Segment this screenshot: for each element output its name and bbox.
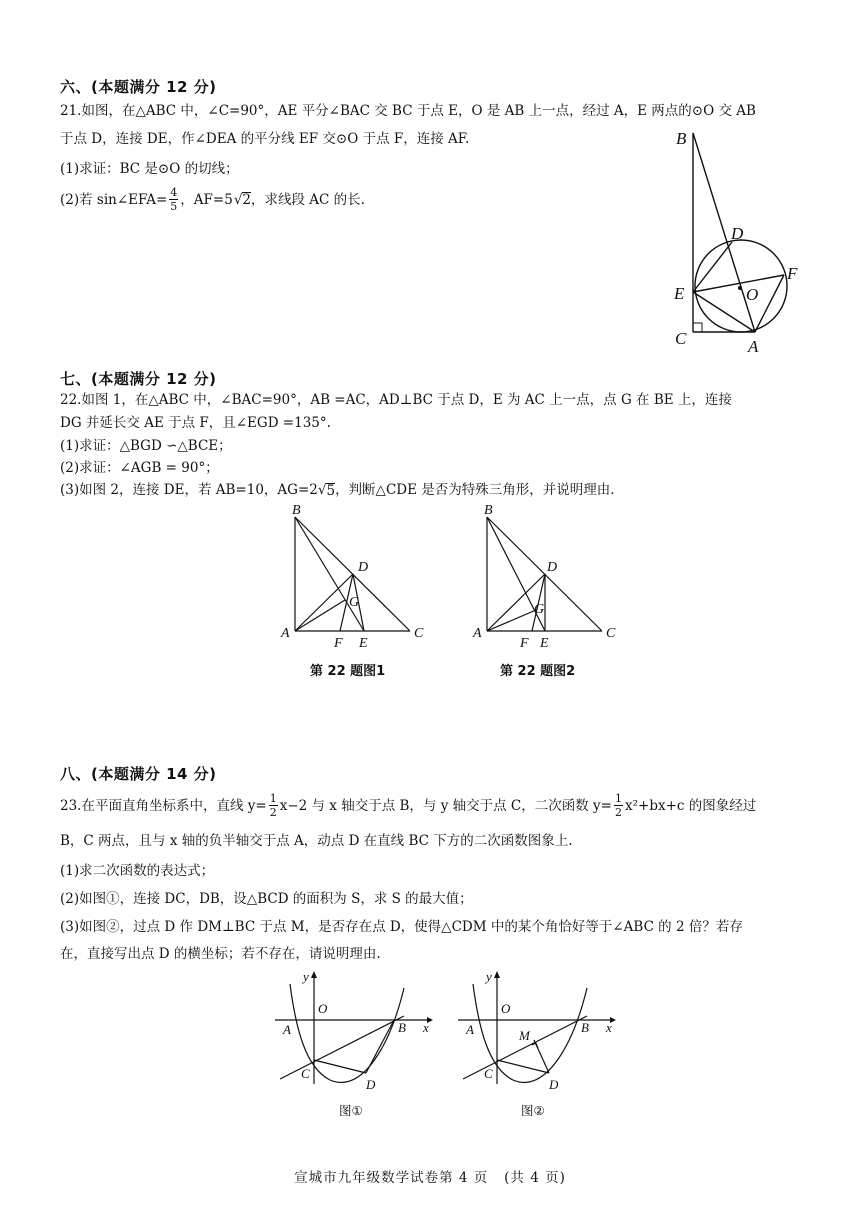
line-BC (463, 1016, 587, 1079)
q22-text-line2: DG 并延长交 AE 于点 F，且∠EGD =135°. (60, 415, 331, 431)
q22-figure-2-caption: 第 22 题图2 (500, 664, 576, 679)
segment-CD (314, 1060, 366, 1073)
label-y: y (486, 969, 492, 984)
label-D: D (549, 1077, 559, 1092)
label-C: C (484, 1066, 493, 1081)
fraction-numerator: 4 (170, 186, 178, 199)
label-C: C (606, 626, 616, 641)
q23-text-c: x²+bx+c 的图象经过 (624, 797, 757, 814)
label-D: D (547, 560, 558, 575)
fraction-numerator: 1 (269, 792, 277, 805)
q23-figure-2 (455, 968, 625, 1096)
fraction-numerator: 1 (614, 792, 622, 805)
q23-figure-2-caption: 图② (521, 1103, 545, 1118)
label-B: B (676, 129, 687, 148)
q22-part1: (1)求证：△BGD ∽△BCE； (60, 438, 232, 454)
q22-text-line1: 22.如图 1，在△ABC 中，∠BAC=90°，AB =AC，AD⊥BC 于点 D，E 为 AC 上一点，点 G 在 BE 上，连接 (60, 392, 732, 408)
q21-part2-post: ，求线段 AC 的长. (251, 191, 365, 208)
label-x: x (423, 1020, 429, 1035)
fraction-1-2 (269, 792, 278, 819)
label-B: B (398, 1020, 406, 1035)
label-x: x (606, 1020, 612, 1035)
section-6-header: 六、(本题满分 12 分) (60, 78, 217, 96)
label-E: E (674, 284, 685, 303)
label-F: F (520, 636, 529, 650)
q23-part2: (2)如图①，连接 DC，DB，设△BCD 的面积为 S，求 S 的最大值； (60, 891, 473, 907)
label-D: D (366, 1077, 376, 1092)
label-y: y (303, 969, 309, 984)
section-7-header: 七、(本题满分 12 分) (60, 370, 217, 388)
segment-BE (295, 517, 364, 631)
sqrt-radicand: 2 (242, 192, 252, 208)
label-M: M (519, 1028, 530, 1043)
segment-AG (295, 600, 345, 631)
q21-part1: (1)求证：BC 是⊙O 的切线； (60, 161, 239, 177)
label-C: C (414, 626, 424, 641)
q23-figure-1 (272, 968, 442, 1096)
q23-part3-line2: 在，直接写出点 D 的横坐标；若不存在，请说明理由. (60, 946, 381, 962)
label-A: A (748, 337, 759, 356)
label-G: G (349, 595, 360, 610)
label-O: O (501, 1001, 511, 1016)
q22-figure-2 (467, 500, 627, 650)
fraction-denominator: 5 (170, 200, 178, 213)
q23-text-a: 23.在平面直角坐标系中，直线 y= (60, 797, 267, 814)
sqrt-symbol: √ (317, 482, 327, 498)
label-C: C (301, 1066, 310, 1081)
label-E: E (359, 636, 368, 650)
label-A: A (281, 626, 290, 641)
section-8-header: 八、(本题满分 14 分) (60, 765, 217, 783)
q23-figure-1-caption: 图① (339, 1103, 363, 1118)
segment-AD (295, 574, 353, 631)
label-D: D (358, 560, 369, 575)
segment-CD (497, 1060, 549, 1073)
q22-figure-1 (275, 500, 435, 650)
right-angle-mark (693, 323, 702, 332)
label-C: C (675, 329, 687, 348)
q21-part2 (60, 186, 365, 213)
q23-text-b: x−2 与 x 轴交于点 B，与 y 轴交于点 C，二次函数 y= (279, 797, 612, 814)
label-D: D (731, 224, 744, 243)
y-axis-arrow (494, 971, 500, 978)
label-G: G (534, 602, 545, 617)
label-A: A (466, 1022, 474, 1037)
fraction-1-2-second (614, 792, 623, 819)
q21-part2-mid: ，AF=5 (180, 191, 233, 208)
fraction-denominator: 2 (614, 806, 622, 819)
q22-part3-post: ，判断△CDE 是否为特殊三角形，并说明理由. (335, 482, 615, 498)
q22-figure-1-caption: 第 22 题图1 (310, 664, 386, 679)
label-B: B (484, 503, 493, 518)
segment-AG (487, 610, 536, 631)
fraction-denominator: 2 (269, 806, 277, 819)
q21-figure (660, 120, 810, 360)
label-B: B (292, 503, 301, 518)
q23-part3-line1: (3)如图②，过点 D 作 DM⊥BC 于点 M，是否存在点 D，使得△CDM 中的某个角恰好等于∠ABC 的 2 倍？若存 (60, 919, 743, 935)
label-F: F (334, 636, 343, 650)
sqrt-symbol: √ (233, 191, 243, 208)
q22-part2: (2)求证：∠AGB = 90°； (60, 460, 219, 476)
label-A: A (473, 626, 482, 641)
sqrt-radicand: 5 (326, 482, 336, 499)
label-A: A (283, 1022, 291, 1037)
label-B: B (581, 1020, 589, 1035)
q22-part3-pre: (3)如图 2，连接 DE，若 AB=10，AG=2 (60, 482, 318, 498)
fraction-4-5 (169, 186, 178, 213)
q21-text-line2: 于点 D，连接 DE，作∠DEA 的平分线 EF 交⊙O 于点 F，连接 AF. (60, 131, 470, 147)
y-axis-arrow (311, 971, 317, 978)
label-O: O (318, 1001, 328, 1016)
center-point-O (738, 286, 742, 290)
page-footer: 宣城市九年级数学试卷第 4 页 (共 4 页) (294, 1170, 566, 1186)
q23-part1: (1)求二次函数的表达式； (60, 863, 215, 879)
q21-part2-pre: (2)若 sin∠EFA= (60, 191, 168, 208)
q22-part3 (60, 481, 615, 499)
label-O: O (746, 285, 759, 304)
line-BC (280, 1016, 404, 1079)
q23-text-line2: B，C 两点，且与 x 轴的负半轴交于点 A，动点 D 在直线 BC 下方的二次函数图象上. (60, 833, 573, 849)
q21-text-line1: 21.如图，在△ABC 中，∠C=90°，AE 平分∠BAC 交 BC 于点 E，O 是 AB 上一点，经过 A，E 两点的⊙O 交 AB (60, 103, 756, 119)
label-E: E (540, 636, 549, 650)
segment-FA (755, 275, 784, 332)
label-F: F (787, 264, 798, 283)
q23-text-line1 (60, 792, 756, 819)
